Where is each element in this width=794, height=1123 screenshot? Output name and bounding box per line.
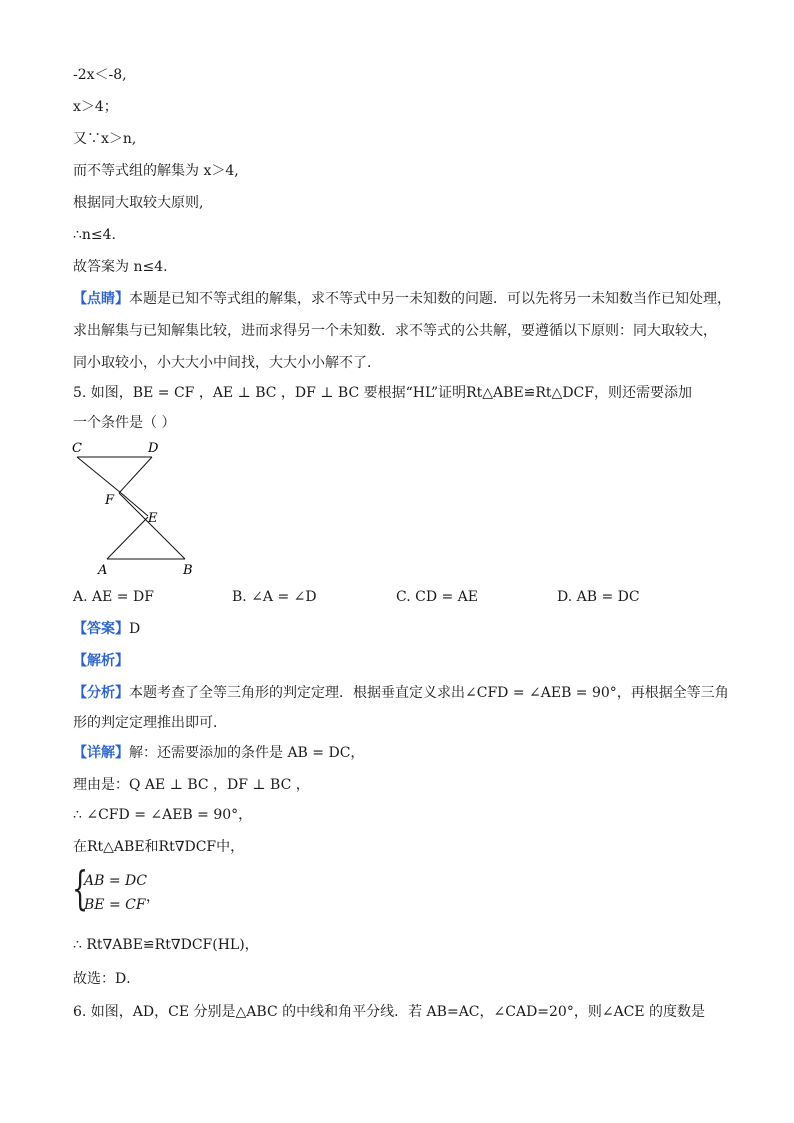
solution-line: 又∵x＞n, (73, 131, 137, 147)
system-comma: ， (146, 889, 160, 905)
label-f: F (105, 493, 115, 508)
point-note (73, 290, 731, 308)
solution-line: 而不等式组的解集为 x＞4, (73, 163, 239, 179)
proof-step: 故选：D． (73, 971, 141, 987)
geometry-figure (66, 436, 206, 580)
segment-cf (77, 457, 121, 493)
question-5: 5. 如图，BE = CF ，AE ⊥ BC ，DF ⊥ BC 要根据“HL”证明Rt△ABE≌Rt△DCF，则还需要添加 (73, 385, 692, 401)
segment-ea (107, 517, 148, 559)
label-d: D (148, 441, 159, 456)
label-b: B (183, 563, 193, 578)
question-6: 6. 如图，AD，CE 分别是△ABC 的中线和角平分线．若 AB=AC，∠CAD=20°，则∠ACE 的度数是 (73, 1004, 706, 1020)
solution-line: 根据同大取较大原则, (73, 195, 204, 211)
segment-df (119, 457, 152, 493)
option-c: C. CD = AE (396, 589, 479, 605)
proof-step: 在Rt△ABE和Rt∇DCF中， (73, 839, 245, 855)
fenxi (73, 684, 729, 702)
fenxi-text: 本题考查了全等三角形的判定定理．根据垂直定义求出∠CFD = ∠AEB = 90°，再根据全等三角 (129, 685, 729, 701)
point-note-cont: 求出解集与已知解集比较，进而求得另一个未知数．求不等式的公共解，要遵循以下原则：同大取较大， (73, 323, 717, 339)
option-a: A. AE = DF (73, 589, 154, 605)
label-c: C (72, 441, 82, 456)
solution-line: 故答案为 n≤4. (73, 259, 168, 275)
point-tag: 【点睛】 (73, 291, 129, 307)
proof-step: ∴ ∠CFD = ∠AEB = 90°， (73, 807, 253, 823)
analysis (73, 652, 129, 670)
answer (73, 620, 140, 638)
fenxi-tag: 【分析】 (73, 685, 129, 701)
analysis-tag: 【解析】 (73, 653, 129, 669)
label-e: E (148, 511, 158, 526)
solution-line: x＞4； (73, 99, 118, 115)
system-eq-2: BE = CF (84, 897, 146, 913)
option-d: D. AB = DC (557, 589, 640, 605)
answer-value: D (129, 621, 141, 637)
fenxi-cont: 形的判定定理推出即可． (73, 715, 227, 731)
option-b: B. ∠A = ∠D (232, 589, 317, 605)
system-brace: { (72, 861, 89, 915)
solution-line: ∴n≤4. (73, 227, 117, 243)
proof-step: 理由是：Q AE ⊥ BC ，DF ⊥ BC ， (73, 777, 310, 793)
segment-db (119, 493, 185, 559)
point-note-cont: 同小取较小，小大大小中间找，大大小小解不了． (73, 355, 381, 371)
system-eq-1: AB = DC (84, 873, 147, 889)
point-text: 本题是已知不等式组的解集，求不等式中另一未知数的问题．可以先将另一未知数当作已知处理， (129, 291, 731, 307)
solution-line: -2x＜-8, (73, 67, 127, 83)
answer-tag: 【答案】 (73, 621, 129, 637)
detail-text: 解：还需要添加的条件是 AB = DC， (129, 745, 365, 761)
question-5-cont: 一个条件是（ ） (73, 415, 176, 431)
proof-step: ∴ Rt∇ABE≌Rt∇DCF(HL)， (73, 937, 259, 953)
detail-tag: 【详解】 (73, 745, 129, 761)
detail (73, 744, 364, 762)
label-a: A (98, 563, 108, 578)
segment-ca (121, 493, 148, 516)
